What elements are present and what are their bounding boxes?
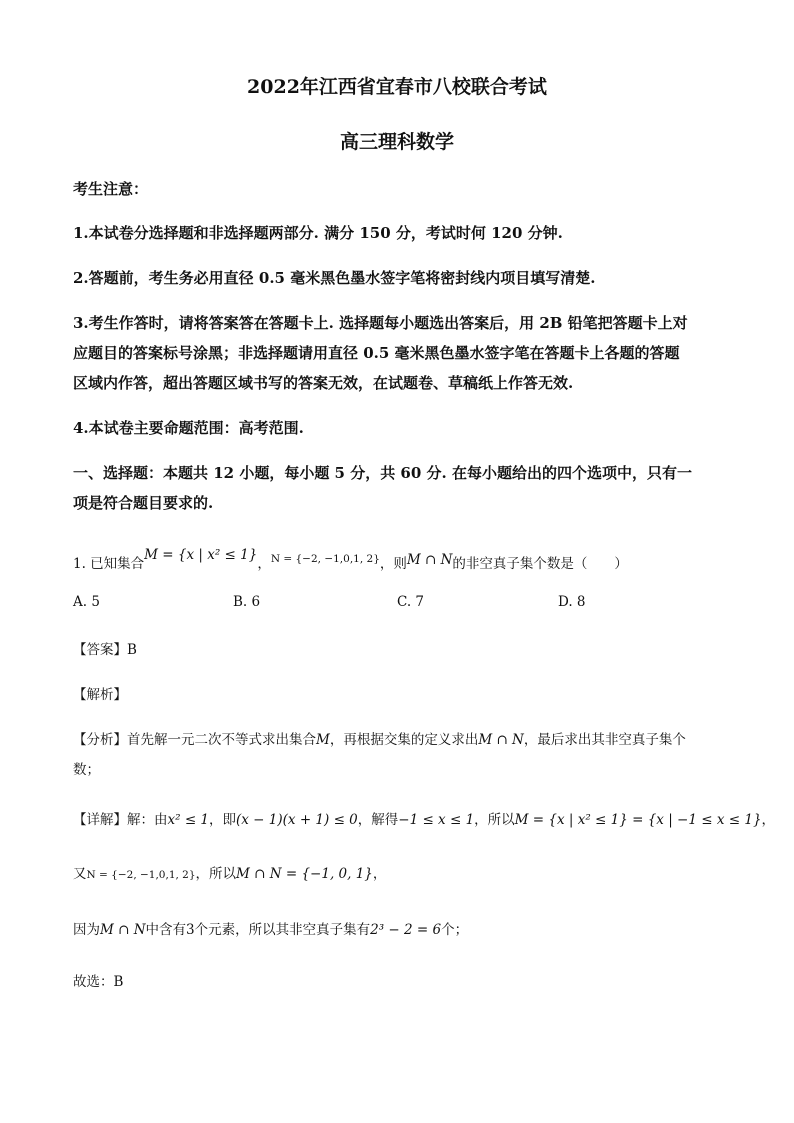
detail-line-3-a: 因为 xyxy=(73,922,100,938)
detail-text-c: ，解得 xyxy=(357,812,399,828)
analysis-summary-line-1 xyxy=(73,728,686,748)
detail-text-b: ，即 xyxy=(209,812,237,828)
exam-subtitle: 高三理科数学 xyxy=(339,131,454,153)
detail-line-2-c: ， xyxy=(372,866,387,882)
set-n-definition: N = {−2, −1,0,1, 2} xyxy=(270,553,380,565)
detail-line-3-intersection: M ∩ N xyxy=(100,922,146,938)
detail-subset-count: 2³ − 2 = 6 xyxy=(370,922,442,938)
fenxi-text-b: ，再根据交集的定义求出 xyxy=(329,732,479,748)
detail-text-e: ， xyxy=(761,812,776,828)
fenxi-set-m: M xyxy=(316,732,330,748)
option-a: A. 5 xyxy=(73,594,100,610)
detail-intersection-result: M ∩ N = {−1, 0, 1} xyxy=(236,866,373,882)
notice-item-4: 4.本试卷主要命题范围：高考范围. xyxy=(73,419,304,437)
detail-set-n: N = {−2, −1,0,1, 2} xyxy=(86,869,196,881)
notice-item-3-line-2: 应题目的答案标号涂黑；非选择题请用直径 0.5 毫米黑色墨水签字笔在答题卡上各题的答题 xyxy=(73,344,680,362)
detail-text-d: ，所以 xyxy=(474,812,515,828)
detail-range: −1 ≤ x ≤ 1 xyxy=(398,812,475,828)
fenxi-intersection: M ∩ N xyxy=(478,732,524,748)
detail-factored: (x − 1)(x + 1) ≤ 0 xyxy=(236,812,358,828)
question-1-suffix: 的非空真子集个数是（ ） xyxy=(452,556,628,572)
detail-line-2 xyxy=(73,862,386,882)
analysis-summary-line-2: 数； xyxy=(73,762,100,778)
detail-line-3-c: 个； xyxy=(441,922,469,938)
detail-set-m: M = {x | x² ≤ 1} = {x | −1 ≤ x ≤ 1} xyxy=(514,812,762,828)
notice-item-3-line-1: 3.考生作答时，请将答案答在答题卡上. 选择题每小题选出答案后，用 2B 铅笔把答题卡上对 xyxy=(73,314,688,332)
notice-heading: 考生注意： xyxy=(73,180,149,198)
answer-line xyxy=(73,638,137,658)
option-c: C. 7 xyxy=(397,594,425,610)
detail-line-2-b: ，所以 xyxy=(195,866,237,882)
exam-title: 2022年江西省宜春市八校联合考试 xyxy=(247,76,547,98)
option-b: B. 6 xyxy=(233,594,261,610)
detail-tag: 【详解】 xyxy=(73,812,127,828)
detail-inequality: x² ≤ 1 xyxy=(167,812,210,828)
notice-item-1: 1.本试卷分选择题和非选择题两部分. 满分 150 分，考试时何 120 分钟. xyxy=(73,224,563,242)
notice-item-3-line-3: 区域内作答，超出答题区域书写的答案无效，在试题卷、草稿纸上作答无效. xyxy=(73,374,574,392)
option-d: D. 8 xyxy=(558,594,586,610)
fenxi-text-a: 首先解一元二次不等式求出集合 xyxy=(127,732,316,748)
detail-line-3 xyxy=(73,918,468,938)
intersection-mn: M ∩ N xyxy=(406,552,453,568)
detail-line-3-b: 中含有3个元素，所以其非空真子集有 xyxy=(145,922,371,938)
question-1-prefix: 1. 已知集合 xyxy=(73,556,145,572)
detail-line-4: 故选：B xyxy=(73,974,124,990)
detail-text-a: 解：由 xyxy=(127,812,168,828)
set-m-definition: M = {x | x² ≤ 1} xyxy=(144,547,258,563)
detail-line-2-a: 又 xyxy=(73,866,87,882)
section-heading-line-2: 项是符合题目要求的. xyxy=(73,494,214,512)
detail-line-1 xyxy=(73,808,775,828)
question-1-stem xyxy=(73,547,628,572)
question-1-comma: ， xyxy=(257,556,271,572)
fenxi-tag: 【分析】 xyxy=(73,732,127,748)
answer-value: B xyxy=(127,642,137,658)
notice-item-2: 2.答题前，考生务必用直径 0.5 毫米黑色墨水签字笔将密封线内项目填写清楚. xyxy=(73,269,596,287)
section-heading-line-1: 一、选择题：本题共 12 小题，每小题 5 分，共 60 分. 在每小题给出的四个选项中，只有一 xyxy=(73,464,692,482)
fenxi-text-c: ，最后求出其非空真子集个 xyxy=(523,732,686,748)
analysis-tag: 【解析】 xyxy=(73,687,127,703)
answer-tag: 【答案】 xyxy=(73,642,127,658)
question-1-middle: ，则 xyxy=(379,556,407,572)
